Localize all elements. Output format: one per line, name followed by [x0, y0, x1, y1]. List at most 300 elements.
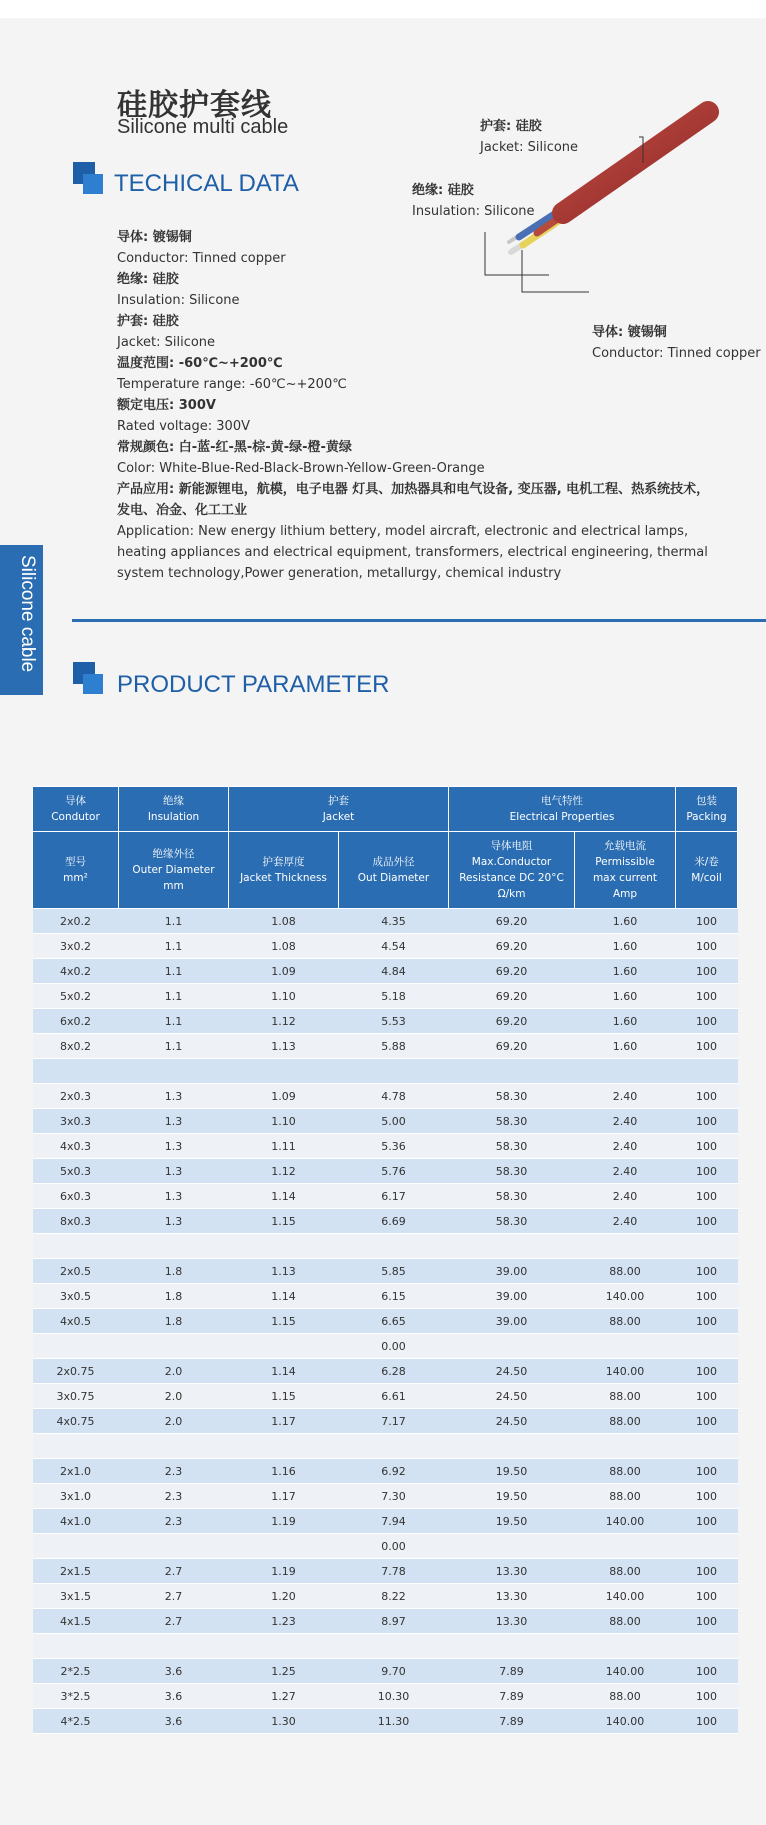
table-cell: 2.40	[575, 1209, 676, 1234]
table-cell	[119, 1234, 229, 1259]
table-cell: 6x0.3	[33, 1184, 119, 1209]
callout-conductor	[592, 322, 761, 364]
table-cell: 1.23	[229, 1609, 339, 1634]
table-cell: 69.20	[449, 909, 575, 934]
table-cell: 140.00	[575, 1284, 676, 1309]
table-cell: 39.00	[449, 1259, 575, 1284]
table-cell	[33, 1534, 119, 1559]
table-cell	[33, 1434, 119, 1459]
table-cell: 1.1	[119, 1009, 229, 1034]
table-cell: 100	[676, 934, 738, 959]
spec-color-en: Color: White-Blue-Red-Black-Brown-Yellow-Green-Orange	[117, 461, 485, 476]
table-cell: 2.40	[575, 1109, 676, 1134]
table-cell: 88.00	[575, 1409, 676, 1434]
table-cell	[229, 1434, 339, 1459]
table-cell: 2x0.3	[33, 1084, 119, 1109]
callout-jacket	[480, 116, 578, 158]
table-cell: 2x1.5	[33, 1559, 119, 1584]
table-cell: 4x0.5	[33, 1309, 119, 1334]
table-cell: 0.00	[339, 1334, 449, 1359]
table-cell	[119, 1434, 229, 1459]
table-row	[33, 1259, 738, 1284]
table-cell: 2x0.5	[33, 1259, 119, 1284]
spec-application-cn: 产品应用: 新能源锂电，航模，电子电器 灯具、加热器具和电气设备, 变压器, 电机工程、热系统技术，发电、冶金、化工工业	[117, 482, 710, 518]
table-cell	[575, 1334, 676, 1359]
table-cell	[229, 1234, 339, 1259]
table-cell: 100	[676, 1609, 738, 1634]
callout-insulation-cn: 绝缘: 硅胶	[412, 183, 474, 198]
table-cell: 1.19	[229, 1559, 339, 1584]
table-row	[33, 1234, 738, 1259]
spec-voltage-cn: 额定电压: 300V	[117, 398, 216, 413]
table-cell: 2.3	[119, 1509, 229, 1534]
spec-insulation-en: Insulation: Silicone	[117, 293, 240, 308]
table-cell: 2.40	[575, 1159, 676, 1184]
table-cell: 13.30	[449, 1559, 575, 1584]
table-cell: 5.85	[339, 1259, 449, 1284]
table-cell: 1.08	[229, 909, 339, 934]
table-cell	[339, 1434, 449, 1459]
table-cell: 100	[676, 1659, 738, 1684]
table-cell: 100	[676, 1684, 738, 1709]
table-cell: 1.10	[229, 1109, 339, 1134]
table-cell	[676, 1334, 738, 1359]
spec-application-en: Application: New energy lithium bettery, model aircraft, electronic and electrical lamps, heating appliances and electrical equipment, transformers, electrical engineering, thermal system technology,Power generation, metallurgy, chemical industry	[117, 524, 708, 581]
table-cell: 140.00	[575, 1584, 676, 1609]
side-tab	[0, 545, 43, 695]
spec-color-cn: 常规颜色: 白-蓝-红-黑-棕-黄-绿-橙-黄绿	[117, 440, 352, 455]
table-cell: 1.3	[119, 1159, 229, 1184]
table-cell: 1.27	[229, 1684, 339, 1709]
table-cell	[33, 1634, 119, 1659]
spec-jacket-en: Jacket: Silicone	[117, 335, 216, 350]
table-cell: 100	[676, 1184, 738, 1209]
table-cell: 5.18	[339, 984, 449, 1009]
table-cell: 69.20	[449, 1034, 575, 1059]
subheader-packing: 米/卷 M/coil	[676, 832, 738, 909]
table-cell	[229, 1059, 339, 1084]
table-cell: 1.14	[229, 1184, 339, 1209]
section-squares-icon	[73, 162, 103, 196]
table-cell: 2x0.75	[33, 1359, 119, 1384]
table-cell: 100	[676, 1559, 738, 1584]
table-cell: 1.1	[119, 909, 229, 934]
header-insulation: 绝缘 Insulation	[119, 787, 229, 832]
table-cell: 24.50	[449, 1384, 575, 1409]
table-row	[33, 1709, 738, 1734]
table-cell: 6.69	[339, 1209, 449, 1234]
table-row	[33, 1334, 738, 1359]
table-row	[33, 1009, 738, 1034]
table-cell: 100	[676, 1109, 738, 1134]
table-cell: 88.00	[575, 1259, 676, 1284]
table-cell: 8.97	[339, 1609, 449, 1634]
table-cell	[229, 1334, 339, 1359]
section-squares-icon	[73, 662, 103, 696]
table-cell: 3x1.0	[33, 1484, 119, 1509]
subheader-resistance: 导体电阻 Max.Conductor Resistance DC 20°C Ω/km	[449, 832, 575, 909]
table-cell: 100	[676, 959, 738, 984]
table-row	[33, 1384, 738, 1409]
table-cell: 88.00	[575, 1609, 676, 1634]
table-cell: 1.19	[229, 1509, 339, 1534]
table-cell: 100	[676, 1359, 738, 1384]
table-row	[33, 1434, 738, 1459]
spec-jacket-cn: 护套: 硅胶	[117, 314, 179, 329]
table-cell: 2.0	[119, 1359, 229, 1384]
table-cell: 1.3	[119, 1209, 229, 1234]
table-cell: 1.15	[229, 1309, 339, 1334]
table-cell: 2.7	[119, 1584, 229, 1609]
table-cell: 4x0.3	[33, 1134, 119, 1159]
table-cell: 1.60	[575, 1034, 676, 1059]
spec-conductor-en: Conductor: Tinned copper	[117, 251, 286, 266]
table-cell: 88.00	[575, 1484, 676, 1509]
table-cell	[339, 1634, 449, 1659]
table-cell: 39.00	[449, 1309, 575, 1334]
table-cell: 24.50	[449, 1359, 575, 1384]
table-cell	[119, 1534, 229, 1559]
section-divider	[72, 619, 766, 622]
table-cell: 2.40	[575, 1084, 676, 1109]
table-cell: 7.94	[339, 1509, 449, 1534]
table-cell: 1.20	[229, 1584, 339, 1609]
table-cell: 100	[676, 1009, 738, 1034]
table-cell	[119, 1634, 229, 1659]
table-cell: 13.30	[449, 1584, 575, 1609]
table-cell: 100	[676, 984, 738, 1009]
table-cell: 9.70	[339, 1659, 449, 1684]
table-cell: 4*2.5	[33, 1709, 119, 1734]
table-cell	[33, 1334, 119, 1359]
table-row	[33, 984, 738, 1009]
table-cell: 100	[676, 1134, 738, 1159]
table-cell: 58.30	[449, 1109, 575, 1134]
table-cell: 13.30	[449, 1609, 575, 1634]
subheader-model: 型号 mm²	[33, 832, 119, 909]
table-cell	[676, 1634, 738, 1659]
table-cell	[676, 1434, 738, 1459]
table-row	[33, 1409, 738, 1434]
table-cell: 4x1.0	[33, 1509, 119, 1534]
table-row	[33, 1109, 738, 1134]
table-cell: 88.00	[575, 1559, 676, 1584]
table-row	[33, 1459, 738, 1484]
table-cell	[119, 1059, 229, 1084]
table-row	[33, 1634, 738, 1659]
table-cell: 2x0.2	[33, 909, 119, 934]
table-cell: 1.10	[229, 984, 339, 1009]
table-cell: 88.00	[575, 1459, 676, 1484]
table-cell: 8.22	[339, 1584, 449, 1609]
spec-insulation-cn: 绝缘: 硅胶	[117, 272, 179, 287]
table-cell: 2.7	[119, 1559, 229, 1584]
page-title-en: Silicone multi cable	[117, 116, 289, 138]
table-cell: 3.6	[119, 1659, 229, 1684]
table-cell: 6.61	[339, 1384, 449, 1409]
subheader-outer-diameter: 绝缘外径 Outer Diameter mm	[119, 832, 229, 909]
table-cell: 2.7	[119, 1609, 229, 1634]
table-row	[33, 1084, 738, 1109]
table-row	[33, 1509, 738, 1534]
table-cell: 3x0.75	[33, 1384, 119, 1409]
table-cell: 100	[676, 1284, 738, 1309]
table-cell: 140.00	[575, 1659, 676, 1684]
table-row	[33, 1159, 738, 1184]
callout-jacket-en: Jacket: Silicone	[480, 140, 579, 155]
table-cell: 1.14	[229, 1359, 339, 1384]
table-cell: 140.00	[575, 1709, 676, 1734]
table-cell: 1.12	[229, 1009, 339, 1034]
table-cell	[449, 1334, 575, 1359]
table-cell: 100	[676, 1709, 738, 1734]
table-cell: 1.14	[229, 1284, 339, 1309]
table-row	[33, 1684, 738, 1709]
spec-temp-cn: 温度范围: -60℃~+200℃	[117, 356, 283, 371]
table-cell: 1.13	[229, 1259, 339, 1284]
table-cell: 7.78	[339, 1559, 449, 1584]
table-cell: 4.54	[339, 934, 449, 959]
table-row	[33, 1659, 738, 1684]
table-cell: 140.00	[575, 1359, 676, 1384]
table-cell: 1.17	[229, 1484, 339, 1509]
table-cell	[339, 1234, 449, 1259]
table-cell: 100	[676, 1084, 738, 1109]
table-cell: 100	[676, 1459, 738, 1484]
table-cell: 1.1	[119, 934, 229, 959]
table-cell: 0.00	[339, 1534, 449, 1559]
table-cell: 8x0.2	[33, 1034, 119, 1059]
table-cell: 1.3	[119, 1134, 229, 1159]
subheader-out-diameter: 成品外径 Out Diameter	[339, 832, 449, 909]
table-cell: 4x0.75	[33, 1409, 119, 1434]
table-cell: 5.88	[339, 1034, 449, 1059]
technical-data-title: TECHICAL DATA	[114, 170, 299, 197]
subheader-jacket-thickness: 护套厚度 Jacket Thickness	[229, 832, 339, 909]
table-cell: 1.60	[575, 1009, 676, 1034]
table-cell: 2.3	[119, 1484, 229, 1509]
table-cell: 7.30	[339, 1484, 449, 1509]
table-cell: 1.15	[229, 1384, 339, 1409]
table-cell: 58.30	[449, 1209, 575, 1234]
callout-insulation	[412, 180, 535, 222]
table-row	[33, 1609, 738, 1634]
table-cell	[575, 1634, 676, 1659]
table-cell: 1.12	[229, 1159, 339, 1184]
table-cell	[449, 1634, 575, 1659]
top-strip	[0, 0, 766, 18]
table-cell: 1.8	[119, 1259, 229, 1284]
table-cell: 5x0.3	[33, 1159, 119, 1184]
table-cell: 88.00	[575, 1309, 676, 1334]
table-cell	[575, 1434, 676, 1459]
table-cell	[339, 1059, 449, 1084]
table-cell: 1.3	[119, 1109, 229, 1134]
table-cell: 19.50	[449, 1459, 575, 1484]
table-cell	[449, 1234, 575, 1259]
table-row	[33, 1209, 738, 1234]
table-cell: 2.40	[575, 1184, 676, 1209]
table-cell: 5.53	[339, 1009, 449, 1034]
table-cell: 4.78	[339, 1084, 449, 1109]
table-cell: 5.36	[339, 1134, 449, 1159]
table-cell: 1.60	[575, 934, 676, 959]
table-cell: 7.89	[449, 1659, 575, 1684]
table-cell: 19.50	[449, 1509, 575, 1534]
table-cell: 69.20	[449, 1009, 575, 1034]
table-cell: 2.3	[119, 1459, 229, 1484]
table-cell: 7.89	[449, 1709, 575, 1734]
table-cell	[575, 1534, 676, 1559]
header-packing: 包装 Packing	[676, 787, 738, 832]
table-cell: 88.00	[575, 1384, 676, 1409]
table-cell: 100	[676, 1509, 738, 1534]
table-cell	[449, 1059, 575, 1084]
table-cell: 6x0.2	[33, 1009, 119, 1034]
table-cell: 100	[676, 1209, 738, 1234]
table-cell: 2x1.0	[33, 1459, 119, 1484]
product-parameter-title: PRODUCT PARAMETER	[117, 671, 390, 698]
table-cell: 11.30	[339, 1709, 449, 1734]
table-cell: 100	[676, 1309, 738, 1334]
table-row	[33, 1584, 738, 1609]
callout-jacket-cn: 护套: 硅胶	[480, 119, 542, 134]
table-cell: 2.40	[575, 1134, 676, 1159]
table-cell: 1.1	[119, 959, 229, 984]
table-cell: 3.6	[119, 1684, 229, 1709]
table-cell	[676, 1059, 738, 1084]
table-cell	[449, 1534, 575, 1559]
table-cell	[229, 1534, 339, 1559]
table-row	[33, 1059, 738, 1084]
table-cell: 2.0	[119, 1409, 229, 1434]
callout-conductor-cn: 导体: 镀锡铜	[592, 325, 667, 340]
header-electrical: 电气特性 Electrical Properties	[449, 787, 676, 832]
table-cell	[676, 1534, 738, 1559]
table-cell: 5.00	[339, 1109, 449, 1134]
table-cell: 1.17	[229, 1409, 339, 1434]
table-cell: 88.00	[575, 1684, 676, 1709]
table-cell: 1.1	[119, 984, 229, 1009]
table-row	[33, 1559, 738, 1584]
table-cell	[119, 1334, 229, 1359]
table-cell: 1.09	[229, 1084, 339, 1109]
table-cell: 4.35	[339, 909, 449, 934]
table-cell: 100	[676, 1259, 738, 1284]
table-cell: 1.09	[229, 959, 339, 984]
table-cell: 100	[676, 1409, 738, 1434]
table-cell: 10.30	[339, 1684, 449, 1709]
callout-conductor-en: Conductor: Tinned copper	[592, 346, 761, 361]
table-cell: 3x1.5	[33, 1584, 119, 1609]
table-cell: 1.60	[575, 959, 676, 984]
table-cell: 6.92	[339, 1459, 449, 1484]
table-row	[33, 959, 738, 984]
spec-voltage-en: Rated voltage: 300V	[117, 419, 250, 434]
table-row	[33, 1359, 738, 1384]
conductor-leader-line	[522, 250, 589, 292]
table-cell: 1.3	[119, 1084, 229, 1109]
table-cell: 6.65	[339, 1309, 449, 1334]
table-cell: 69.20	[449, 959, 575, 984]
table-cell: 1.08	[229, 934, 339, 959]
table-cell: 7.89	[449, 1684, 575, 1709]
table-cell: 19.50	[449, 1484, 575, 1509]
table-cell: 140.00	[575, 1509, 676, 1534]
table-cell: 1.3	[119, 1184, 229, 1209]
table-cell: 3x0.3	[33, 1109, 119, 1134]
table-cell: 1.1	[119, 1034, 229, 1059]
table-cell: 4.84	[339, 959, 449, 984]
table-cell: 3*2.5	[33, 1684, 119, 1709]
table-row	[33, 1484, 738, 1509]
table-cell: 2.0	[119, 1384, 229, 1409]
table-cell: 5x0.2	[33, 984, 119, 1009]
table-cell: 1.8	[119, 1284, 229, 1309]
table-cell: 6.28	[339, 1359, 449, 1384]
callout-insulation-en: Insulation: Silicone	[412, 204, 535, 219]
table-cell: 8x0.3	[33, 1209, 119, 1234]
table-cell: 1.30	[229, 1709, 339, 1734]
cable-jacket	[563, 112, 708, 213]
table-cell: 58.30	[449, 1159, 575, 1184]
table-cell	[575, 1234, 676, 1259]
table-row	[33, 934, 738, 959]
table-row	[33, 1034, 738, 1059]
spec-conductor-cn: 导体: 镀锡铜	[117, 230, 192, 245]
table-cell: 3x0.2	[33, 934, 119, 959]
table-row	[33, 1184, 738, 1209]
table-row	[33, 1534, 738, 1559]
table-cell: 6.15	[339, 1284, 449, 1309]
table-cell: 24.50	[449, 1409, 575, 1434]
table-cell: 1.11	[229, 1134, 339, 1159]
table-cell	[676, 1234, 738, 1259]
table-cell: 3.6	[119, 1709, 229, 1734]
table-cell: 1.15	[229, 1209, 339, 1234]
parameter-table-body	[33, 909, 738, 1734]
table-cell	[229, 1634, 339, 1659]
table-cell: 2*2.5	[33, 1659, 119, 1684]
table-cell: 58.30	[449, 1184, 575, 1209]
table-cell: 1.8	[119, 1309, 229, 1334]
table-cell: 58.30	[449, 1084, 575, 1109]
table-cell: 100	[676, 1484, 738, 1509]
table-cell: 69.20	[449, 984, 575, 1009]
table-cell	[33, 1234, 119, 1259]
table-cell: 1.16	[229, 1459, 339, 1484]
table-row	[33, 1284, 738, 1309]
table-cell: 58.30	[449, 1134, 575, 1159]
table-cell: 6.17	[339, 1184, 449, 1209]
table-cell: 5.76	[339, 1159, 449, 1184]
table-cell: 7.17	[339, 1409, 449, 1434]
table-cell: 100	[676, 1034, 738, 1059]
table-cell	[33, 1059, 119, 1084]
table-cell: 3x0.5	[33, 1284, 119, 1309]
table-cell: 100	[676, 1584, 738, 1609]
parameter-table	[32, 786, 738, 1734]
table-cell: 39.00	[449, 1284, 575, 1309]
table-row	[33, 1134, 738, 1159]
table-cell: 1.60	[575, 984, 676, 1009]
page-title-cn: 硅胶护套线	[117, 88, 272, 123]
table-cell: 1.25	[229, 1659, 339, 1684]
side-tab-label: Silicone cable	[17, 555, 38, 673]
subheader-current: 允载电流 Permissible max current Amp	[575, 832, 676, 909]
table-cell: 4x0.2	[33, 959, 119, 984]
spec-temp-en: Temperature range: -60℃~+200℃	[117, 377, 347, 392]
